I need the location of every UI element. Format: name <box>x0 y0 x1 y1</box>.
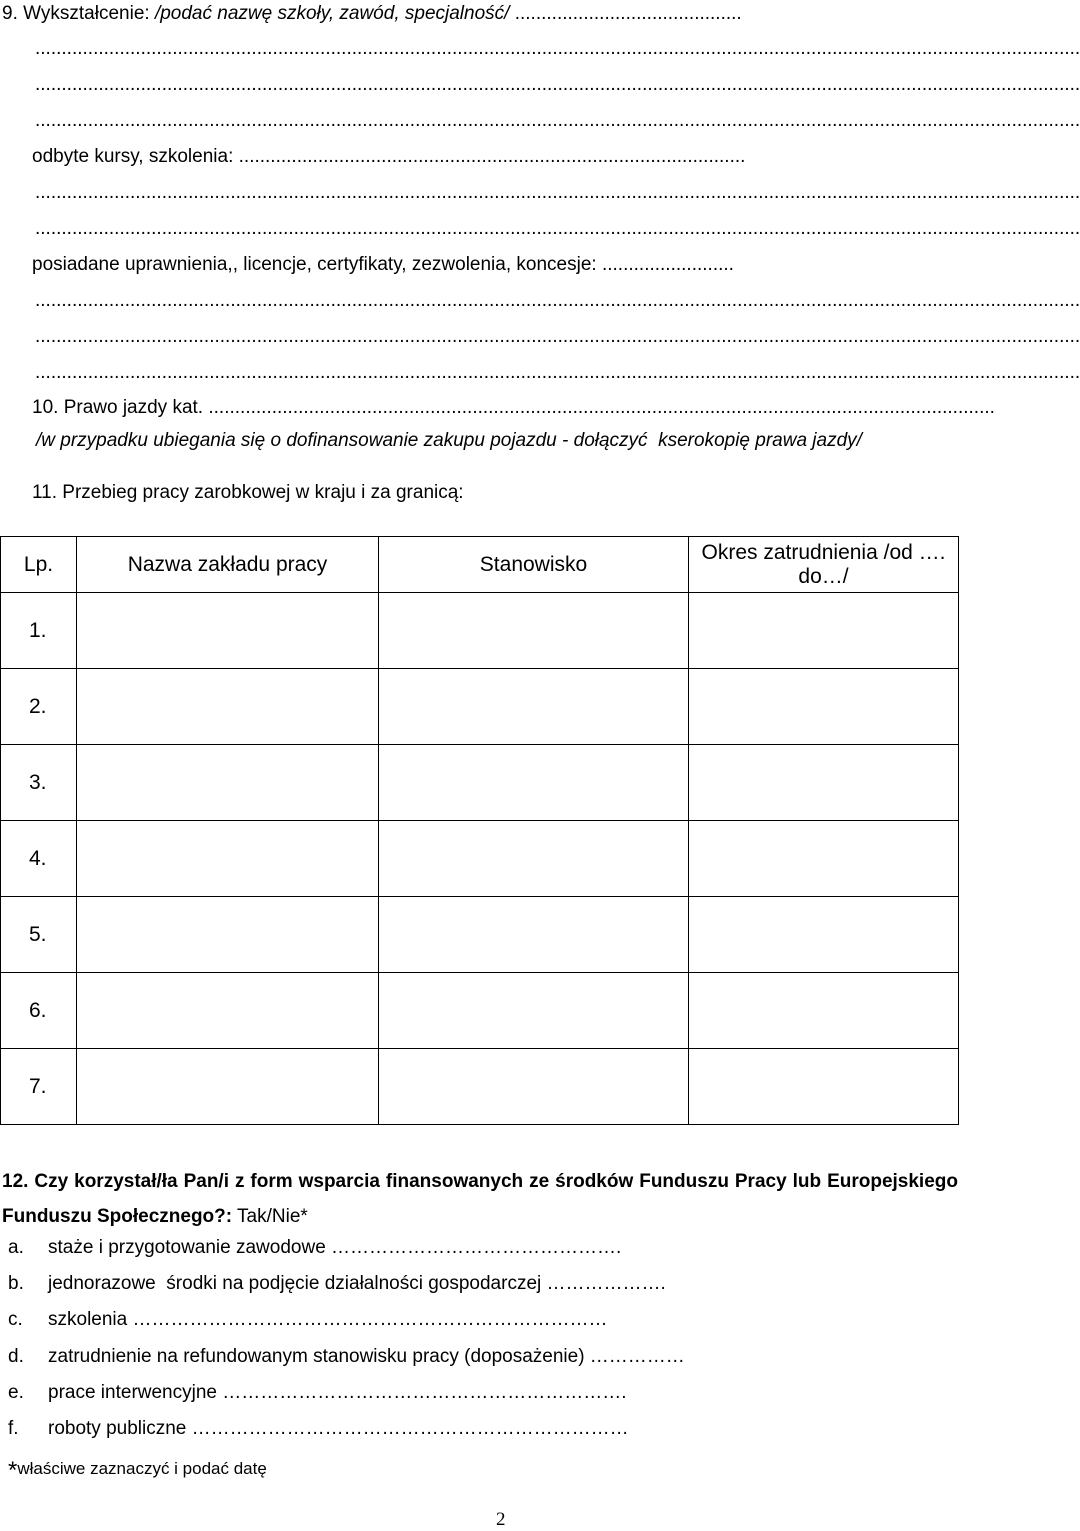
section-9-hint: /podać nazwę szkoły, zawód, specjalność/ <box>154 3 510 24</box>
dot-line[interactable]: ...................................................................................................................................................................................................... <box>35 110 1080 131</box>
item-letter: b. <box>8 1273 24 1294</box>
cell-nazwa[interactable] <box>77 1049 379 1125</box>
item-text: jednorazowe środki na podjęcie działalności gospodarczej ………………. <box>48 1273 666 1294</box>
courses-line <box>32 146 745 168</box>
cell-nazwa[interactable] <box>77 745 379 821</box>
item-roboty[interactable] <box>8 1418 948 1440</box>
cell-nazwa[interactable] <box>77 821 379 897</box>
cell-okres[interactable] <box>689 821 959 897</box>
cell-stanowisko[interactable] <box>379 593 689 669</box>
table-row <box>1 821 959 897</box>
header-lp: Lp. <box>1 537 77 593</box>
header-okres: Okres zatrudnienia /od …. do…/ <box>689 537 959 593</box>
header-nazwa: Nazwa zakładu pracy <box>77 537 379 593</box>
cell-stanowisko[interactable] <box>379 973 689 1049</box>
item-prace[interactable] <box>8 1382 948 1404</box>
table-row <box>1 669 959 745</box>
table-row <box>1 745 959 821</box>
section-12-question <box>2 1164 958 1234</box>
cell-stanowisko[interactable] <box>379 821 689 897</box>
item-jednorazowe[interactable] <box>8 1273 948 1295</box>
item-letter: c. <box>8 1309 23 1330</box>
item-text: szkolenia ………………………………………………………………… <box>48 1309 608 1330</box>
section-9-trail: ........................................... <box>509 3 742 24</box>
item-text: zatrudnienie na refundowanym stanowisku pracy (doposażenie) …………… <box>48 1346 685 1367</box>
cell-nazwa[interactable] <box>77 897 379 973</box>
item-letter: d. <box>8 1346 24 1367</box>
footnote-star: * <box>8 1457 18 1484</box>
licenses-label: posiadane uprawnienia,, licencje, certyfikaty, zezwolenia, koncesje: <box>32 254 597 275</box>
row-number: 5. <box>1 897 77 973</box>
item-text: roboty publiczne …………………………………………………………… <box>48 1418 629 1439</box>
courses-trail[interactable]: ................................................................................................ <box>233 146 746 167</box>
table-row <box>1 1049 959 1125</box>
footnote-text: właściwe zaznaczyć i podać datę <box>17 1459 267 1478</box>
item-letter: a. <box>8 1237 24 1258</box>
work-history-table <box>0 536 959 1125</box>
section-9-line <box>2 3 742 25</box>
row-number: 3. <box>1 745 77 821</box>
header-stanowisko: Stanowisko <box>379 537 689 593</box>
row-number: 6. <box>1 973 77 1049</box>
item-letter: e. <box>8 1382 24 1403</box>
section-12-question-text: 12. Czy korzystał/ła Pan/i z form wsparcia finansowanych ze środków Funduszu Pracy lub Europejskiego Funduszu Społecznego?: <box>2 1171 958 1227</box>
footnote <box>8 1457 267 1485</box>
section-10-trail[interactable]: ..................................................................................................................................................... <box>208 397 995 418</box>
cell-okres[interactable] <box>689 745 959 821</box>
item-text: prace interwencyjne ………………………………………………………. <box>48 1382 627 1403</box>
section-12-answer[interactable]: Tak/Nie* <box>232 1206 308 1227</box>
section-10-line <box>32 397 995 419</box>
cell-nazwa[interactable] <box>77 593 379 669</box>
cell-okres[interactable] <box>689 973 959 1049</box>
item-szkolenia[interactable] <box>8 1309 948 1331</box>
row-number: 7. <box>1 1049 77 1125</box>
courses-label: odbyte kursy, szkolenia: <box>32 146 234 167</box>
cell-nazwa[interactable] <box>77 973 379 1049</box>
licenses-trail[interactable]: ......................... <box>596 254 734 275</box>
row-number: 2. <box>1 669 77 745</box>
item-staze[interactable] <box>8 1237 948 1259</box>
cell-okres[interactable] <box>689 593 959 669</box>
table-row <box>1 973 959 1049</box>
table-row <box>1 897 959 973</box>
dot-line[interactable]: ...................................................................................................................................................................................................... <box>35 182 1080 203</box>
row-number: 4. <box>1 821 77 897</box>
section-10-label: 10. Prawo jazdy kat. <box>32 397 209 418</box>
cell-okres[interactable] <box>689 1049 959 1125</box>
licenses-line <box>32 254 734 276</box>
section-11-title: 11. Przebieg pracy zarobkowej w kraju i za granicą: <box>32 482 464 503</box>
section-10-note: /w przypadku ubiegania się o dofinansowanie zakupu pojazdu - dołączyć kserokopię prawa jazdy/ <box>36 430 862 451</box>
cell-nazwa[interactable] <box>77 669 379 745</box>
dot-line[interactable]: ...................................................................................................................................................................................................... <box>35 38 1080 59</box>
item-zatrudnienie[interactable] <box>8 1346 948 1368</box>
dot-line[interactable]: ...................................................................................................................................................................................................... <box>35 290 1080 311</box>
item-letter: f. <box>8 1418 19 1439</box>
row-number: 1. <box>1 593 77 669</box>
cell-stanowisko[interactable] <box>379 745 689 821</box>
cell-stanowisko[interactable] <box>379 1049 689 1125</box>
table-row <box>1 593 959 669</box>
cell-stanowisko[interactable] <box>379 897 689 973</box>
page-number: 2 <box>496 1509 506 1530</box>
cell-okres[interactable] <box>689 669 959 745</box>
dot-line[interactable]: ...................................................................................................................................................................................................... <box>35 362 1080 383</box>
dot-line[interactable]: ...................................................................................................................................................................................................... <box>35 74 1080 95</box>
section-9-label: 9. Wykształcenie: <box>2 3 155 24</box>
table-header-row <box>1 537 959 593</box>
dot-line[interactable]: ...................................................................................................................................................................................................... <box>35 326 1080 347</box>
item-text: staże i przygotowanie zawodowe ………………………………………. <box>48 1237 622 1258</box>
cell-stanowisko[interactable] <box>379 669 689 745</box>
cell-okres[interactable] <box>689 897 959 973</box>
dot-line[interactable]: ...................................................................................................................................................................................................... <box>35 218 1080 239</box>
